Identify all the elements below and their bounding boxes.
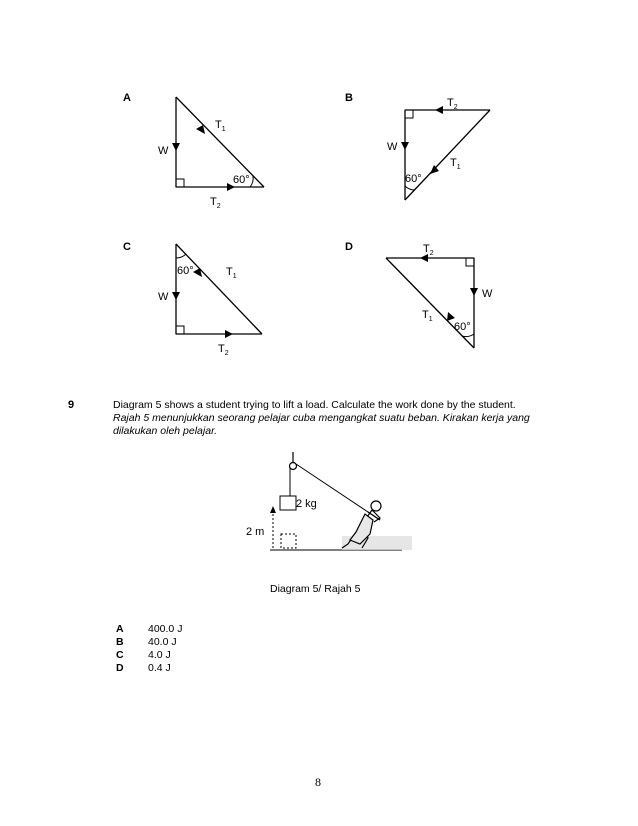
diagram-a-letter: A <box>123 92 131 104</box>
option-c-letter: C <box>116 649 124 661</box>
question-text-english: Diagram 5 shows a student trying to lift a load. Calculate the work done by the student. <box>113 399 516 411</box>
diagram-d-letter: D <box>345 241 353 253</box>
option-b-diagram <box>345 92 490 200</box>
height-label: 2 m <box>246 526 265 538</box>
option-c-value: 4.0 J <box>148 649 171 661</box>
option-c-diagram <box>123 241 262 357</box>
diagram-d-t1-label: $T_1$ <box>422 309 433 323</box>
triangle-diagram-a <box>0 0 638 380</box>
option-a-diagram <box>123 92 264 210</box>
page-number: 8 <box>315 775 321 789</box>
diagram-caption: Diagram 5/ Rajah 5 <box>270 583 361 595</box>
diagram-b-t2-label: $T_2$ <box>447 97 458 111</box>
diagram-d-angle: 60° <box>454 321 471 333</box>
option-d-letter: D <box>116 662 124 674</box>
diagram-a-angle: 60° <box>233 174 250 186</box>
diagram-b-t1-label: $T_1$ <box>450 157 461 171</box>
option-b-letter: B <box>116 636 124 648</box>
option-b-value: 40.0 J <box>148 636 177 648</box>
question-text <box>113 399 533 438</box>
diagram-a-t1-label: $T_1$ <box>215 119 226 133</box>
diagram-d-w-label: W <box>482 288 493 300</box>
option-d-diagram <box>345 241 493 348</box>
option-d[interactable] <box>116 662 256 675</box>
pulley-diagram <box>230 450 420 560</box>
diagram-c-angle: 60° <box>177 265 194 277</box>
diagram-a-w-label: W <box>158 145 169 157</box>
diagram-b-angle: 60° <box>405 173 422 185</box>
mass-label: 2 kg <box>296 498 317 510</box>
diagram-c-t1-label: $T_1$ <box>226 266 237 280</box>
diagram-d-t2-label: $T_2$ <box>423 243 434 257</box>
option-a-value: 400.0 J <box>148 623 183 635</box>
diagram-a-t2-label: $T_2$ <box>210 196 221 210</box>
option-a-letter: A <box>116 623 124 635</box>
diagram-b-w-label: W <box>387 141 398 153</box>
diagram-c-w-label: W <box>158 291 169 303</box>
diagram-b-letter: B <box>345 92 353 104</box>
option-a[interactable] <box>116 623 256 636</box>
option-d-value: 0.4 J <box>148 662 171 674</box>
question-number: 9 <box>68 399 75 411</box>
diagram-c-t2-label: $T_2$ <box>218 343 229 357</box>
option-b[interactable] <box>116 636 256 649</box>
diagram-c-letter: C <box>123 241 131 253</box>
question-text-malay: Rajah 5 menunjukkan seorang pelajar cuba mengangkat suatu beban. Kirakan kerja yang dilakukan oleh pelajar. <box>113 412 530 437</box>
option-c[interactable] <box>116 649 256 662</box>
